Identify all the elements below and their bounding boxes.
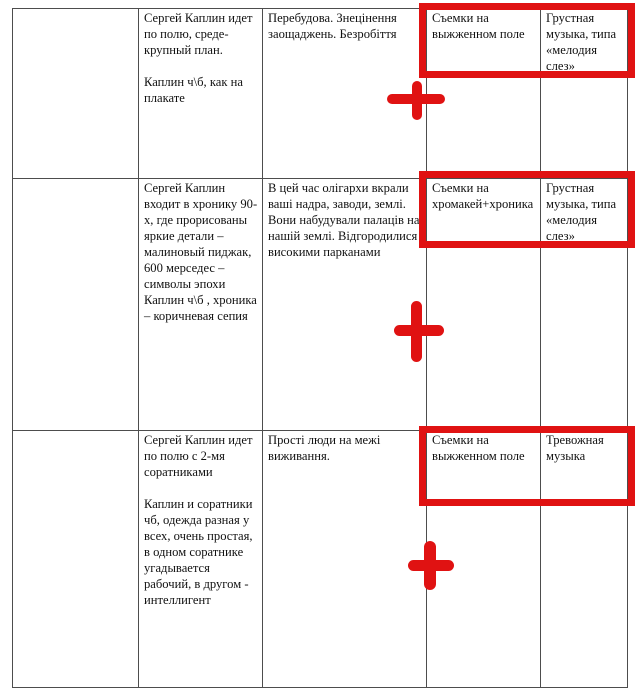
paragraph: Каплин и соратники чб, одежда разная у всех, очень простая, в одном соратнике угадывается рабочий, в другом - интеллигент [144, 497, 253, 607]
paragraph: Грустная музыка, типа «мелодия слез» [546, 181, 617, 243]
paragraph: Грустная музыка, типа «мелодия слез» [546, 11, 617, 73]
cell-music-notes [541, 179, 628, 431]
paragraph: Съемки на выжженном поле [432, 433, 525, 463]
paragraph: Тревожная музыка [546, 433, 604, 463]
paragraph [144, 480, 258, 496]
paragraph: Каплин ч\б , хроника – коричневая сепия [144, 293, 257, 323]
cell-shooting-notes [427, 431, 541, 688]
cell-shooting-notes [427, 9, 541, 179]
cell-voiceover-text [263, 431, 427, 688]
cell-music-notes [541, 431, 628, 688]
cell-scene-description [139, 431, 263, 688]
paragraph: Каплин ч\б, как на плакате [144, 75, 243, 105]
paragraph: В цей час олігархи вкрали ваші надра, заводи, землі. Вони набудували палаців на нашій землі. Відгородилися високими парканами [268, 181, 420, 259]
cell-scene-description [139, 179, 263, 431]
cell-music-notes [541, 9, 628, 179]
paragraph [144, 58, 258, 74]
paragraph: Сергей Каплин идет по полю с 2-мя соратниками [144, 433, 253, 479]
cell-frame [13, 431, 139, 688]
storyboard-table [12, 8, 628, 688]
table-row [13, 179, 628, 431]
table-row [13, 431, 628, 688]
paragraph: Съемки на выжженном поле [432, 11, 525, 41]
paragraph: Перебудова. Знецінення заощаджень. Безробіття [268, 11, 397, 41]
paragraph: Сергей Каплин входит в хронику 90-х, где прорисованы яркие детали – малиновый пиджак, 600 мерседес – символы эпохи [144, 181, 258, 291]
cell-scene-description [139, 9, 263, 179]
cell-voiceover-text [263, 179, 427, 431]
cell-frame [13, 9, 139, 179]
paragraph: Прості люди на межі виживання. [268, 433, 381, 463]
paragraph: Съемки на хромакей+хроника [432, 181, 534, 211]
cell-voiceover-text [263, 9, 427, 179]
paragraph: Сергей Каплин идет по полю, среде-крупный план. [144, 11, 253, 57]
cell-shooting-notes [427, 179, 541, 431]
cell-frame [13, 179, 139, 431]
table-row [13, 9, 628, 179]
